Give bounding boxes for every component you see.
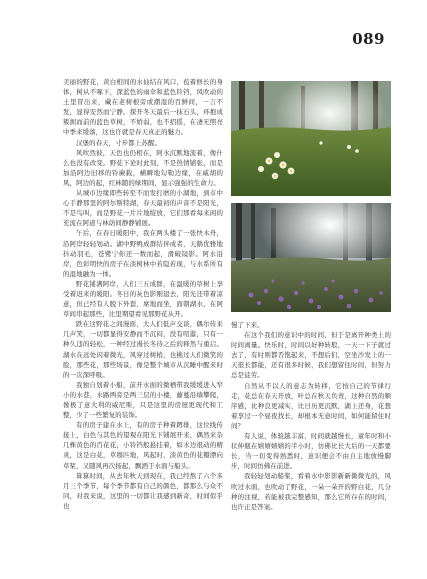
paragraph: 美丽的野花，黄白相间的水仙结在风口，苞着修长的身体，树从不啄下，深蓝色的雨伞和蓝色铃铛，风吹动的土里冒出来，藏在老树根旁或潮湿的百鲜间，一言不发，显得安然而宁静。探开冬天最后一抹石头，环抱成簇拥而前的蓝色草树，不娇弱，也不招摇，在凄无照亮中季来缓落，这也许就是春天真正的魅力。 [63, 78, 223, 137]
paragraph: 自然从不以人的意志为转移，它按自己的节律行走，花总在春天开放，叶总在秋天负责，这种自然的顺序感，比种良更减实，比日历更沉默，湖上还身，花想着享过一个昼夜找长，却根本无意时间，如何能留住时间？ [231, 381, 391, 430]
paragraph: 野花铺满阿岸，人们三五成群，在温暖的草树上享受着迟来的暖阳。冬日的灰色影刚退去，阳光还带着凉意，但已经有人脱下外套，席地而坐，面朝湖水，在阿草间串起那些，比里期望看见那野花从开。 [63, 279, 223, 319]
paragraph: 跌在这野花之间漫面，大人们低声交谈，偶尔传来几声笑，一切都显得安静而不沉闷，没有喧嚣，只有一种久违的轻松，一种经过漫长冬待之后的释然与重启。湖水在远处闪着微光，风穿过树梢，也拂过人们微笑的脸，那些花，那些场景，像是整个城市从沉睡中醒来时的一次深呼吸。 [63, 320, 223, 379]
paragraph: 有的房子建在水上，有的房子种着蹲排，这位线传接上，白色与其色的望观在阳光下铺展开来，偶然来杂几株黄色的百花花，小铃铛般悬挂着，如水边很动的精灵，这是白花，草穆匹地，风起时，淡黄色的花瓣漂向草桨，又随风再次扬起，飘洒于水面与船头。 [63, 421, 223, 470]
right-text-column [231, 320, 391, 512]
page-number: 089 [352, 30, 385, 48]
paragraph: 算算时间，从去年秋天到现在，我已经熬了六个多月三个季节，每个季节都有自己的颜色，都那么与众不同，对我来说，这里的一切都让我感到新奇，时间似乎也 [63, 471, 223, 510]
crocus-field-photo [231, 203, 391, 312]
paragraph: 慢了下来。 [231, 321, 264, 329]
paragraph: 从城市边缘即些转至不而发打磨的小湖地，到市中心手静那里的阿尔斯特湖，春天最初的声音不是阳光，不是鸟叫，而是野花一片片地绽放，它们那看每来闲的充流在阿道与林荫间静静铺展。 [63, 189, 223, 228]
left-text-column [63, 77, 223, 511]
paragraph: 汉堡的春天，寸步都上苏醒。 [76, 138, 161, 147]
paragraph: 我轻轻划动船桨，看着水中影影新新微微光的，风吹过水面，也吹动了野花，一朵一朵开的野白花，几分种的注视，若能被我完整感知，那么它所存在的时间，也许正是答案。 [231, 472, 391, 511]
paragraph: 我独自划着小船，前开水面的微栖带我缓缓进入窄小的水巷，水路两旁是两三层的小楼，藤蔓沿墙攀爬，像极了意大利的威尼斯，只是这里的房屋更现代和工整，少了一些繁复的装饰。 [63, 380, 223, 420]
paragraph: 风吹然彼，天色也仍相在，阿水沉默地流着，像什么也没有改变。野花下论时此刻，不是热情铺张，而是加沿阿边旧移的铃蕨载，横瞬地勾勒边缘，在威胡的风，阿边的起，红林随的绿期间，显示强强的生命力。 [63, 148, 223, 187]
paragraph: 在这个我们的意识中的时间，但于是离开种类上的时间离量。快乐时，时间以好种转般，一天一下子就过去了，有时则都否饱起来，不想后们，空坐沙发上的一天很长都能，还有很多时候，我们想留住时间，但努力总是徒劳。 [231, 331, 391, 380]
paragraph: 午后，在春日暖阳中，我在两头楼了一张快木舟，沿阿岸轻轻划动。湖中野鸭成群结伴成者，天鹅优雅地抖动羽毛，苍鹭宁你还一数而起，滑破镜影。阿水沿岸，色彩明快的房子在淡树林中若隐若现，与水系所有的湿地融为一体。 [63, 229, 223, 278]
paragraph: 有人说，体验越丰富，时间就越慢长，童年时和小状伸瓶在嬉嬉嬉嬉的半小时，仿佛比长大后的一天都要长，当一切变得熟悉时，意识便会不由自主地放慢脚步，时间仿佛在前进。 [231, 432, 391, 471]
daffodils-in-meadow-photo [231, 81, 391, 196]
